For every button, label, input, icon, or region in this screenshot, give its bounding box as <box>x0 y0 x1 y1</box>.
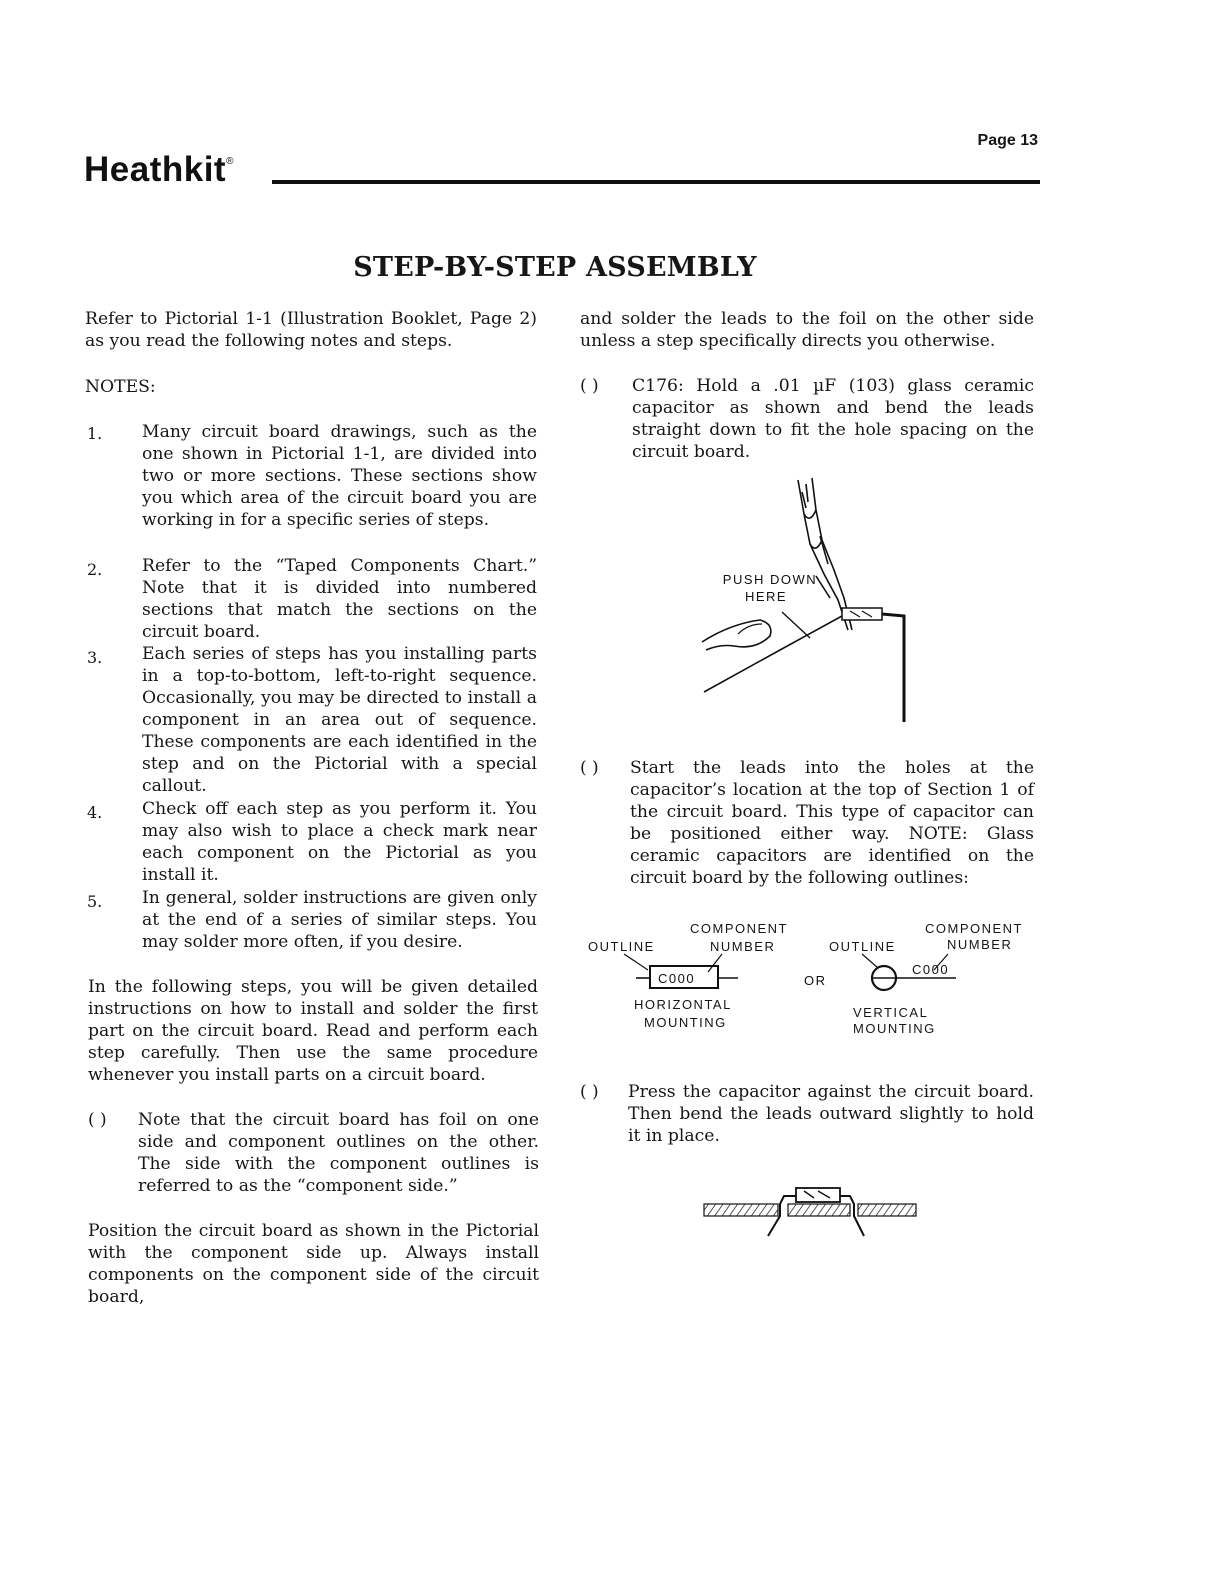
vertical-label: VERTICAL <box>853 1005 929 1020</box>
note-text: Many circuit board drawings, such as the one shown in Pictorial 1-1, are divided into two or more sections. These sections show you which area of the circuit board you are working in for a specific series of steps. <box>142 422 537 530</box>
note-text: Refer to the “Taped Components Chart.” Note that it is divided into numbered sections that match the sections on the circuit board. <box>142 556 537 642</box>
page-number: Page 13 <box>977 132 1038 149</box>
number-label: NUMBER <box>947 937 1013 952</box>
number-label: NUMBER <box>710 939 776 954</box>
following-paragraph: In the following steps, you will be given detailed instructions on how to install and solder the first part on the circuit board. Read and perform each step carefully. Then use the same procedure whenever you install parts on a circuit board. <box>88 977 538 1085</box>
note-number: 1. <box>87 424 103 443</box>
position-paragraph: Position the circuit board as shown in the Pictorial with the component side up. Always install components on the component side of the circuit board, <box>88 1221 539 1307</box>
step-start-text: Start the leads into the holes at the capacitor’s location at the top of Section 1 of the circuit board. This type of capacitor can be positioned either way. NOTE: Glass ceramic capacitors are identified on the circuit board by the following outlines: <box>630 758 1034 888</box>
step-checkbox[interactable]: ( ) <box>88 1110 107 1130</box>
mounting-label: MOUNTING <box>853 1021 936 1036</box>
push-label-line1: PUSH DOWN <box>722 572 818 587</box>
or-label: OR <box>804 973 827 988</box>
step-checkbox[interactable]: ( ) <box>580 1082 599 1102</box>
step-foil-text: Note that the circuit board has foil on one side and component outlines on the other. The side with the component outlines is referred to as the “component side.” <box>138 1110 539 1196</box>
mounting-label: MOUNTING <box>644 1015 727 1030</box>
continuation-paragraph: and solder the leads to the foil on the other side unless a step specifically directs you otherwise. <box>580 309 1034 351</box>
note-number: 5. <box>87 892 103 911</box>
capacitor-body <box>842 608 882 620</box>
outline-label: OUTLINE <box>588 939 655 954</box>
step-c176-text: C176: Hold a .01 µF (103) glass ceramic capacitor as shown and bend the leads straight down to fit the hole spacing on the circuit board. <box>632 376 1034 462</box>
component-label: COMPONENT <box>690 921 788 936</box>
push-label-line2: HERE <box>744 589 788 604</box>
note-text: Each series of steps has you installing parts in a top-to-bottom, left-to-right sequence. Occasionally, you may be directed to install a component in an area out of sequence. These components are each identified in the step and on the Pictorial with a special callout. <box>142 644 537 796</box>
horizontal-label: HORIZONTAL <box>634 997 732 1012</box>
note-number: 2. <box>87 560 103 579</box>
step-checkbox[interactable]: ( ) <box>580 376 599 396</box>
step-press-text: Press the capacitor against the circuit board. Then bend the leads outward slightly to hold it in place. <box>628 1082 1034 1146</box>
push-down-illustration <box>690 474 920 730</box>
part-code-vertical: C000 <box>912 962 950 977</box>
header-rule <box>272 180 1040 184</box>
outline-figure <box>588 914 1038 1044</box>
brand-logo: Heathkit® <box>84 150 234 189</box>
step-checkbox[interactable]: ( ) <box>580 758 599 778</box>
page-title: STEP-BY-STEP ASSEMBLY <box>353 252 757 283</box>
part-code-horizontal: C000 <box>658 971 696 986</box>
note-number: 4. <box>87 803 103 822</box>
note-text: In general, solder instructions are given only at the end of a series of similar steps. You may solder more often, if you desire. <box>142 888 537 952</box>
intro-paragraph: Refer to Pictorial 1-1 (Illustration Booklet, Page 2) as you read the following notes and steps. <box>85 309 537 351</box>
component-label: COMPONENT <box>925 921 1023 936</box>
note-number: 3. <box>87 648 103 667</box>
outline-label: OUTLINE <box>829 939 896 954</box>
mounted-capacitor-illustration <box>700 1184 920 1242</box>
note-text: Check off each step as you perform it. You may also wish to place a check mark near each component on the Pictorial as you install it. <box>142 799 537 885</box>
notes-heading: NOTES: <box>85 377 156 397</box>
